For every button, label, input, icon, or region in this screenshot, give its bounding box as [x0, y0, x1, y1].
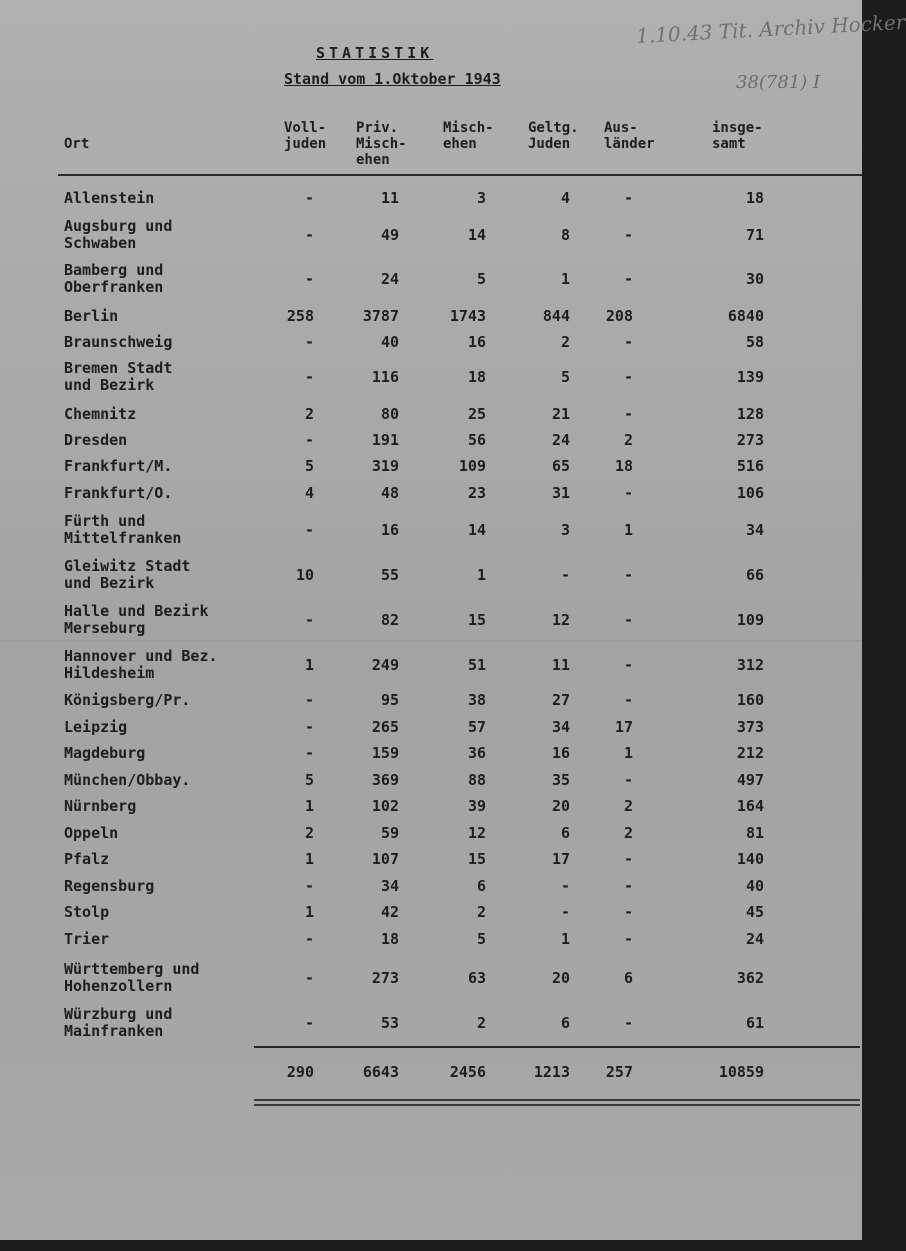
cell-insgesamt: 30: [745, 270, 764, 288]
row-place-name: Frankfurt/O.: [64, 484, 173, 502]
cell-volljuden: 4: [304, 484, 314, 502]
cell-insgesamt: 160: [736, 691, 764, 709]
column-header-insgesamt: insge- samt: [712, 120, 763, 152]
document-subtitle: Stand vom 1.Oktober 1943: [284, 70, 501, 88]
cell-insgesamt: 24: [745, 930, 764, 948]
cell-auslaender: -: [623, 333, 633, 351]
row-place-name: Leipzig: [64, 718, 128, 736]
cell-mischehen: 14: [467, 226, 486, 244]
row-place-name: Bamberg und Oberfranken: [64, 261, 164, 296]
cell-geltungsjuden: 34: [551, 718, 570, 736]
cell-volljuden: -: [304, 226, 314, 244]
cell-volljuden: 1: [304, 797, 314, 815]
cell-mischehen: 18: [467, 368, 486, 386]
total-volljuden: 290: [286, 1063, 314, 1081]
cell-mischehen: 39: [467, 797, 486, 815]
row-place-name: Trier: [64, 930, 110, 948]
cell-priv-mischehen: 116: [371, 368, 399, 386]
cell-insgesamt: 273: [736, 431, 764, 449]
column-header-priv-mischehen: Priv. Misch- ehen: [356, 120, 407, 168]
cell-insgesamt: 373: [736, 718, 764, 736]
cell-priv-mischehen: 319: [371, 457, 399, 475]
cell-auslaender: -: [623, 850, 633, 868]
cell-priv-mischehen: 82: [380, 611, 399, 629]
column-header-mischehen: Misch- ehen: [443, 120, 494, 152]
cell-volljuden: -: [304, 431, 314, 449]
cell-volljuden: 5: [304, 457, 314, 475]
cell-geltungsjuden: 1: [560, 930, 570, 948]
column-header-ort: Ort: [64, 136, 90, 152]
cell-volljuden: -: [304, 189, 314, 207]
cell-volljuden: 2: [304, 405, 314, 423]
cell-insgesamt: 66: [745, 566, 764, 584]
cell-insgesamt: 128: [736, 405, 764, 423]
cell-mischehen: 3: [476, 189, 486, 207]
cell-mischehen: 51: [467, 656, 486, 674]
cell-mischehen: 56: [467, 431, 486, 449]
cell-mischehen: 57: [467, 718, 486, 736]
cell-auslaender: -: [623, 691, 633, 709]
cell-insgesamt: 516: [736, 457, 764, 475]
cell-mischehen: 12: [467, 824, 486, 842]
cell-priv-mischehen: 34: [380, 877, 399, 895]
cell-geltungsjuden: 31: [551, 484, 570, 502]
cell-mischehen: 2: [476, 1014, 486, 1032]
cell-priv-mischehen: 80: [380, 405, 399, 423]
row-place-name: Nürnberg: [64, 797, 137, 815]
cell-geltungsjuden: 1: [560, 270, 570, 288]
row-place-name: Allenstein: [64, 189, 155, 207]
cell-mischehen: 63: [467, 969, 486, 987]
row-place-name: Stolp: [64, 903, 110, 921]
cell-priv-mischehen: 11: [380, 189, 399, 207]
cell-priv-mischehen: 49: [380, 226, 399, 244]
cell-volljuden: -: [304, 877, 314, 895]
cell-priv-mischehen: 55: [380, 566, 399, 584]
cell-priv-mischehen: 3787: [362, 307, 399, 325]
row-place-name: Magdeburg: [64, 744, 146, 762]
cell-auslaender: -: [623, 877, 633, 895]
cell-volljuden: -: [304, 270, 314, 288]
cell-volljuden: -: [304, 691, 314, 709]
cell-geltungsjuden: 20: [551, 797, 570, 815]
cell-insgesamt: 45: [745, 903, 764, 921]
cell-mischehen: 88: [467, 771, 486, 789]
cell-priv-mischehen: 48: [380, 484, 399, 502]
cell-auslaender: -: [623, 405, 633, 423]
cell-geltungsjuden: 24: [551, 431, 570, 449]
cell-volljuden: 10: [295, 566, 314, 584]
cell-auslaender: 2: [623, 797, 633, 815]
cell-insgesamt: 140: [736, 850, 764, 868]
cell-mischehen: 5: [476, 270, 486, 288]
cell-priv-mischehen: 249: [371, 656, 399, 674]
cell-priv-mischehen: 102: [371, 797, 399, 815]
double-rule-bottom: [254, 1104, 860, 1106]
cell-geltungsjuden: -: [560, 877, 570, 895]
cell-volljuden: 258: [286, 307, 314, 325]
row-place-name: Königsberg/Pr.: [64, 691, 191, 709]
cell-auslaender: 1: [623, 521, 633, 539]
cell-geltungsjuden: 21: [551, 405, 570, 423]
cell-volljuden: -: [304, 611, 314, 629]
cell-priv-mischehen: 40: [380, 333, 399, 351]
cell-mischehen: 14: [467, 521, 486, 539]
cell-priv-mischehen: 42: [380, 903, 399, 921]
cell-auslaender: -: [623, 771, 633, 789]
cell-auslaender: 17: [614, 718, 633, 736]
column-header-auslaender: Aus- länder: [604, 120, 655, 152]
cell-priv-mischehen: 53: [380, 1014, 399, 1032]
cell-volljuden: -: [304, 969, 314, 987]
cell-auslaender: -: [623, 903, 633, 921]
cell-mischehen: 15: [467, 850, 486, 868]
cell-geltungsjuden: 4: [560, 189, 570, 207]
cell-priv-mischehen: 107: [371, 850, 399, 868]
cell-insgesamt: 81: [745, 824, 764, 842]
paper-fold: [0, 640, 862, 642]
cell-insgesamt: 6840: [727, 307, 764, 325]
cell-insgesamt: 106: [736, 484, 764, 502]
cell-insgesamt: 164: [736, 797, 764, 815]
cell-mischehen: 25: [467, 405, 486, 423]
cell-volljuden: -: [304, 333, 314, 351]
cell-geltungsjuden: 6: [560, 824, 570, 842]
cell-volljuden: -: [304, 930, 314, 948]
row-place-name: Württemberg und Hohenzollern: [64, 960, 200, 995]
cell-priv-mischehen: 16: [380, 521, 399, 539]
cell-insgesamt: 40: [745, 877, 764, 895]
total-mischehen: 2456: [449, 1063, 486, 1081]
cell-priv-mischehen: 95: [380, 691, 399, 709]
total-geltungsjuden: 1213: [533, 1063, 570, 1081]
cell-auslaender: -: [623, 226, 633, 244]
cell-geltungsjuden: 2: [560, 333, 570, 351]
cell-priv-mischehen: 18: [380, 930, 399, 948]
cell-geltungsjuden: -: [560, 566, 570, 584]
cell-insgesamt: 34: [745, 521, 764, 539]
cell-geltungsjuden: 12: [551, 611, 570, 629]
cell-volljuden: -: [304, 744, 314, 762]
cell-priv-mischehen: 159: [371, 744, 399, 762]
cell-auslaender: -: [623, 1014, 633, 1032]
cell-auslaender: 6: [623, 969, 633, 987]
cell-auslaender: -: [623, 368, 633, 386]
row-place-name: Würzburg und Mainfranken: [64, 1005, 173, 1040]
cell-mischehen: 6: [476, 877, 486, 895]
row-place-name: Frankfurt/M.: [64, 457, 173, 475]
cell-volljuden: 2: [304, 824, 314, 842]
cell-volljuden: -: [304, 368, 314, 386]
cell-geltungsjuden: 11: [551, 656, 570, 674]
cell-mischehen: 36: [467, 744, 486, 762]
cell-mischehen: 1743: [449, 307, 486, 325]
cell-auslaender: -: [623, 484, 633, 502]
cell-auslaender: -: [623, 611, 633, 629]
cell-priv-mischehen: 191: [371, 431, 399, 449]
row-place-name: Hannover und Bez. Hildesheim: [64, 647, 218, 682]
cell-auslaender: 2: [623, 431, 633, 449]
column-header-volljuden: Voll- juden: [284, 120, 327, 152]
cell-insgesamt: 312: [736, 656, 764, 674]
cell-mischehen: 1: [476, 566, 486, 584]
cell-volljuden: -: [304, 1014, 314, 1032]
cell-insgesamt: 362: [736, 969, 764, 987]
cell-insgesamt: 18: [745, 189, 764, 207]
cell-priv-mischehen: 273: [371, 969, 399, 987]
row-place-name: Bremen Stadt und Bezirk: [64, 359, 173, 394]
row-place-name: München/Obbay.: [64, 771, 191, 789]
cell-geltungsjuden: 35: [551, 771, 570, 789]
cell-auslaender: 208: [605, 307, 633, 325]
row-place-name: Braunschweig: [64, 333, 173, 351]
cell-geltungsjuden: 27: [551, 691, 570, 709]
cell-insgesamt: 109: [736, 611, 764, 629]
row-place-name: Halle und Bezirk Merseburg: [64, 602, 209, 637]
cell-volljuden: 5: [304, 771, 314, 789]
cell-geltungsjuden: 8: [560, 226, 570, 244]
handwritten-note: 1.10.43 Tit. Archiv Hocker: [635, 9, 906, 49]
cell-priv-mischehen: 369: [371, 771, 399, 789]
cell-geltungsjuden: 5: [560, 368, 570, 386]
cell-mischehen: 5: [476, 930, 486, 948]
cell-insgesamt: 58: [745, 333, 764, 351]
cell-geltungsjuden: 844: [542, 307, 570, 325]
cell-priv-mischehen: 59: [380, 824, 399, 842]
cell-mischehen: 38: [467, 691, 486, 709]
document-title: STATISTIK: [316, 44, 434, 62]
totals-rule: [254, 1046, 860, 1048]
cell-geltungsjuden: -: [560, 903, 570, 921]
archive-reference: 38(781) I: [736, 72, 821, 93]
cell-geltungsjuden: 3: [560, 521, 570, 539]
cell-volljuden: 1: [304, 903, 314, 921]
cell-insgesamt: 61: [745, 1014, 764, 1032]
cell-mischehen: 2: [476, 903, 486, 921]
cell-auslaender: -: [623, 930, 633, 948]
cell-auslaender: -: [623, 656, 633, 674]
total-priv-mischehen: 6643: [362, 1063, 399, 1081]
cell-auslaender: 2: [623, 824, 633, 842]
cell-priv-mischehen: 24: [380, 270, 399, 288]
cell-volljuden: -: [304, 521, 314, 539]
row-place-name: Oppeln: [64, 824, 119, 842]
cell-volljuden: -: [304, 718, 314, 736]
row-place-name: Berlin: [64, 307, 119, 325]
total-auslaender: 257: [605, 1063, 633, 1081]
cell-geltungsjuden: 65: [551, 457, 570, 475]
cell-mischehen: 23: [467, 484, 486, 502]
cell-auslaender: 18: [614, 457, 633, 475]
cell-auslaender: 1: [623, 744, 633, 762]
row-place-name: Chemnitz: [64, 405, 137, 423]
cell-auslaender: -: [623, 566, 633, 584]
row-place-name: Gleiwitz Stadt und Bezirk: [64, 557, 191, 592]
cell-insgesamt: 71: [745, 226, 764, 244]
cell-insgesamt: 212: [736, 744, 764, 762]
row-place-name: Augsburg und Schwaben: [64, 217, 173, 252]
cell-mischehen: 109: [458, 457, 486, 475]
row-place-name: Dresden: [64, 431, 128, 449]
column-header-geltungsjuden: Geltg. Juden: [528, 120, 579, 152]
cell-mischehen: 16: [467, 333, 486, 351]
cell-geltungsjuden: 17: [551, 850, 570, 868]
cell-geltungsjuden: 20: [551, 969, 570, 987]
cell-auslaender: -: [623, 270, 633, 288]
row-place-name: Pfalz: [64, 850, 110, 868]
total-insgesamt: 10859: [718, 1063, 764, 1081]
cell-priv-mischehen: 265: [371, 718, 399, 736]
cell-geltungsjuden: 16: [551, 744, 570, 762]
cell-insgesamt: 497: [736, 771, 764, 789]
row-place-name: Regensburg: [64, 877, 155, 895]
double-rule-top: [254, 1099, 860, 1101]
header-rule: [58, 174, 862, 176]
cell-mischehen: 15: [467, 611, 486, 629]
row-place-name: Fürth und Mittelfranken: [64, 512, 182, 547]
cell-volljuden: 1: [304, 850, 314, 868]
cell-volljuden: 1: [304, 656, 314, 674]
cell-geltungsjuden: 6: [560, 1014, 570, 1032]
cell-insgesamt: 139: [736, 368, 764, 386]
cell-auslaender: -: [623, 189, 633, 207]
